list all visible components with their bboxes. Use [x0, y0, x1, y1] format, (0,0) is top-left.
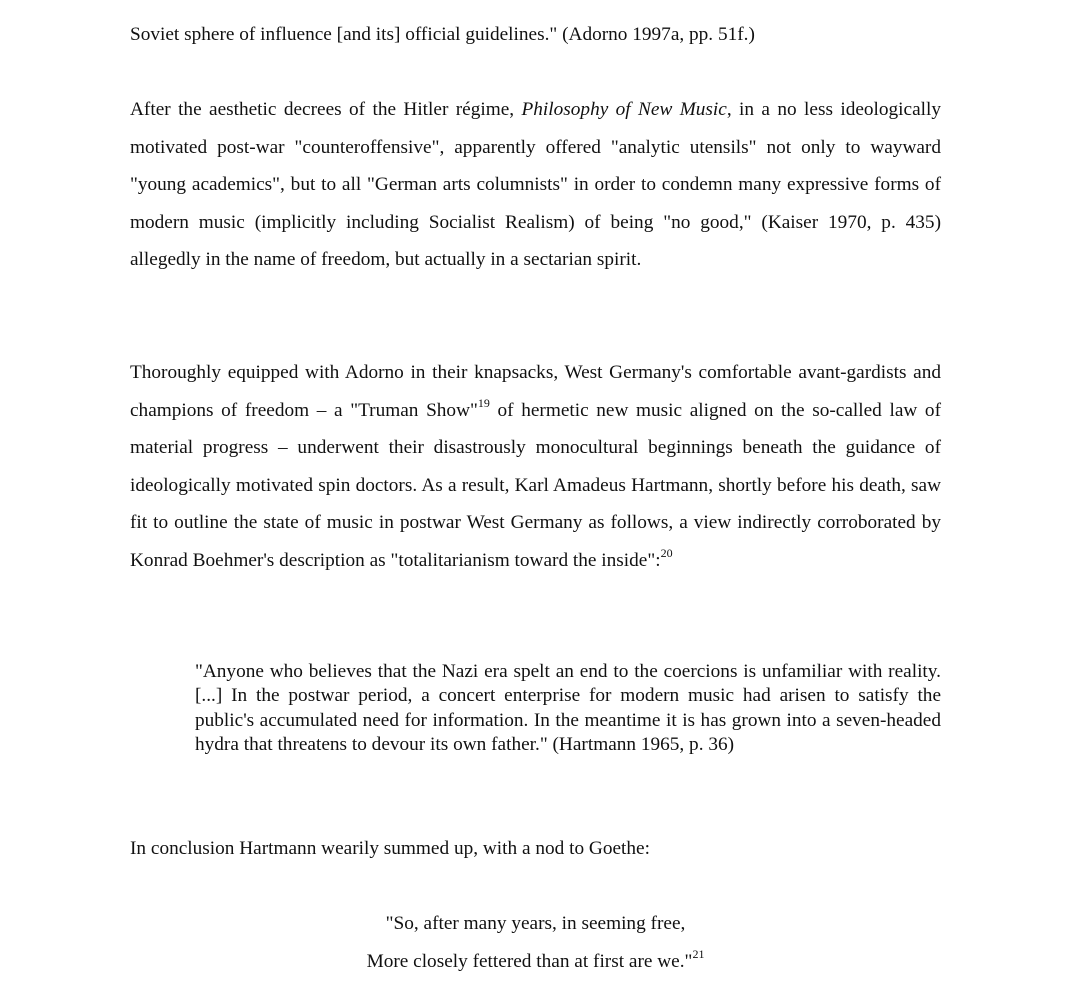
block-quote-text: "Anyone who believes that the Nazi era spelt an end to the coercions is unfamiliar with reality. [...] In the postwar period, a concert enterprise for modern music had arisen to satisfy the public's accumulated need for information. In the meantime it is has grown into a seven-headed hydra that threatens to devour its own father." (Hartmann 1965, p. 36): [195, 661, 941, 756]
footnote-ref-20: 20: [660, 546, 673, 561]
paragraph-1-text-a: After the aesthetic decrees of the Hitler régime,: [130, 99, 522, 120]
paragraph-1-text-b: , in a no less ideologically motivated post-war "counteroffensive", apparently offered "analytic utensils" not only to wayward "young academics", but to all "German arts columnists" in order to condemn many expressive forms of modern music (implicitly including Socialist Realism) of being "no good," (Kaiser 1970, p. 435) allegedly in the name of freedom, but actually in a sectarian spirit.: [130, 99, 941, 270]
paragraph-2-text-b: of hermetic new music aligned on the so-called law of material progress – underwent their disastrously monocultural beginnings beneath the guidance of ideologically motivated spin doctors. As a result, Karl Amadeus Hartmann, shortly before his death, saw fit to outline the state of music in postwar West Germany as follows, a view indirectly corroborated by Konrad Boehmer's description as "totalitarianism toward the inside":: [130, 399, 941, 571]
paragraph-philosophy-of-new-music: [130, 91, 941, 279]
block-quote-hartmann: [195, 660, 941, 758]
book-title-italic: Philosophy of New Music: [521, 99, 727, 120]
paragraph-truman-show: [130, 354, 941, 579]
verse-line-2-text: More closely fettered than at first are we.": [366, 950, 693, 972]
goethe-verse: [130, 905, 941, 980]
footnote-ref-19: 19: [477, 396, 490, 411]
verse-line-1: "So, after many years, in seeming free,: [385, 913, 686, 934]
paragraph-2-text-a: Thoroughly equipped with Adorno in their knapsacks, West Germany's comfortable avant-gardists and champions of freedom – a "Truman Show": [130, 362, 941, 421]
paragraph-continuation: [130, 16, 941, 54]
footnote-ref-21: 21: [692, 947, 705, 962]
verse-line-2: [130, 943, 941, 981]
paragraph-continuation-text: Soviet sphere of influence [and its] official guidelines." (Adorno 1997a, pp. 51f.): [130, 24, 755, 45]
paragraph-conclusion: [130, 830, 941, 868]
paragraph-conclusion-text: In conclusion Hartmann wearily summed up, with a nod to Goethe:: [130, 838, 650, 859]
